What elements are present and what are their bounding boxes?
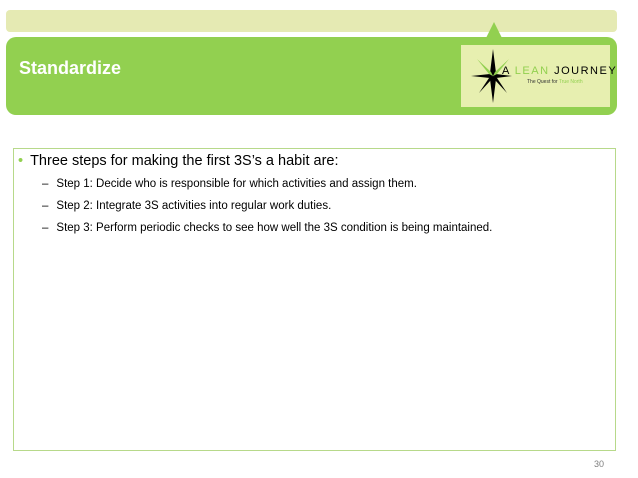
dash-icon: – [42,200,49,212]
sub-bullet-text: Step 1: Decide who is responsible for which activities and assign them. [56,178,417,190]
dash-icon: – [42,178,49,190]
top-decor-strip [6,10,617,32]
sub-bullet-text: Step 2: Integrate 3S activities into regular work duties. [56,200,332,212]
logo [461,45,618,107]
logo-brand [502,65,617,77]
logo-brand-suffix: JOURNEY [554,65,618,77]
sub-bullet-step-2 [42,200,331,212]
content-box [13,148,616,451]
logo-tagline-highlight: True North [558,79,583,85]
main-bullet [18,153,339,169]
logo-tagline [527,79,583,85]
bullet-dot-icon: • [18,153,24,169]
sub-bullet-step-3 [42,222,492,234]
main-bullet-text: Three steps for making the first 3S’s a habit are: [30,153,339,169]
slide-title: Standardize [19,58,122,78]
dash-icon: – [42,222,49,234]
sub-bullet-step-1 [42,178,417,190]
logo-tagline-prefix: The Quest for [527,79,558,85]
page-number: 30 [594,459,605,469]
logo-brand-lean: LEAN [514,65,550,77]
logo-brand-prefix: A [502,65,511,77]
sub-bullet-text: Step 3: Perform periodic checks to see how well the 3S condition is being maintained. [56,222,493,234]
banner-notch [486,22,502,38]
